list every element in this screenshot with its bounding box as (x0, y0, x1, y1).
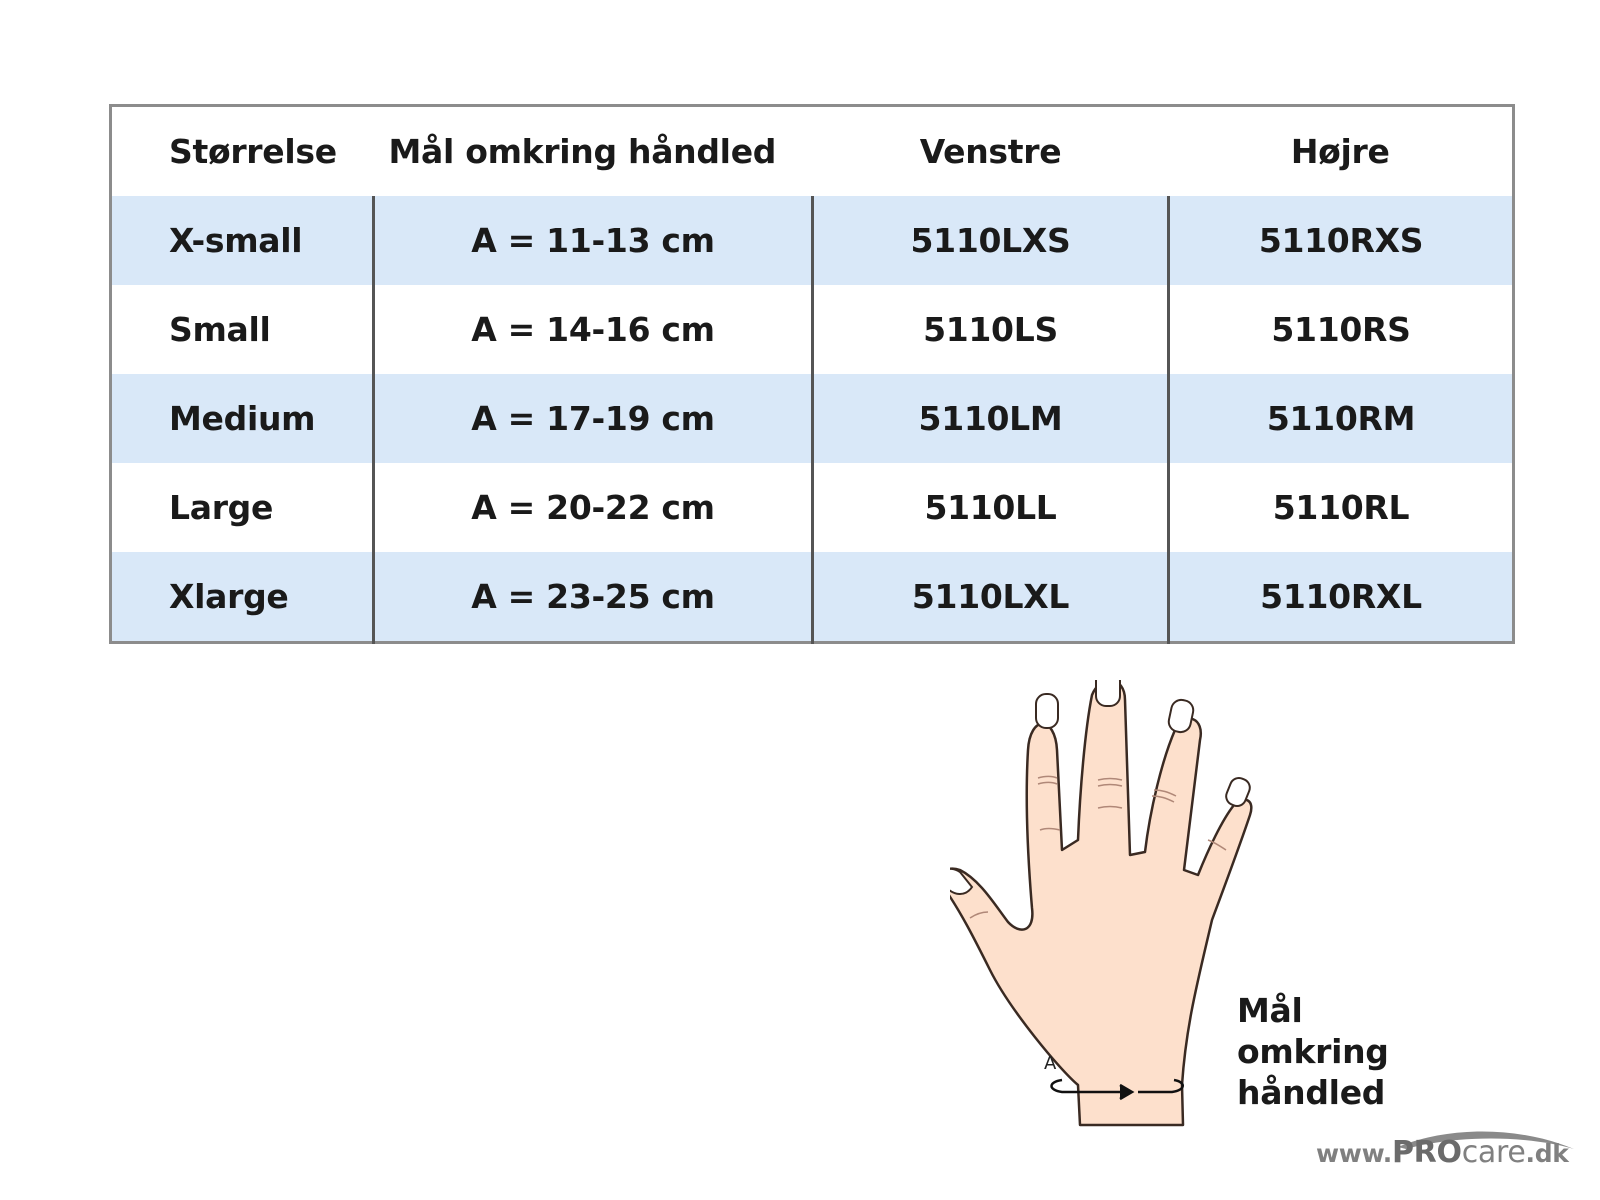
index-nail (1036, 694, 1058, 728)
cell-left: 5110LL (813, 463, 1169, 552)
cell-right: 5110RXS (1169, 196, 1514, 285)
table-row (111, 196, 1514, 285)
table-header-row (111, 106, 1514, 197)
caption-line: Mål (1237, 991, 1303, 1030)
cell-size: Xlarge (111, 552, 374, 643)
table-row (111, 374, 1514, 463)
table-row (111, 285, 1514, 374)
cell-right: 5110RL (1169, 463, 1514, 552)
cell-measure: A = 14-16 cm (374, 285, 813, 374)
cell-measure: A = 23-25 cm (374, 552, 813, 643)
cell-measure: A = 20-22 cm (374, 463, 813, 552)
table-row (111, 552, 1514, 643)
logo-brand-light: care (1461, 1135, 1526, 1170)
cell-left: 5110LXL (813, 552, 1169, 643)
logo-prefix: www. (1316, 1139, 1392, 1168)
cell-right: 5110RXL (1169, 552, 1514, 643)
cell-size: Large (111, 463, 374, 552)
logo-brand-bold: PRO (1392, 1135, 1462, 1170)
caption-line: omkring (1237, 1032, 1389, 1071)
cell-right: 5110RM (1169, 374, 1514, 463)
thumb-nail (950, 869, 972, 894)
table-row (111, 463, 1514, 552)
header-right: Højre (1169, 106, 1514, 197)
cell-measure: A = 11-13 cm (374, 196, 813, 285)
cell-size: Small (111, 285, 374, 374)
size-table (109, 104, 1515, 644)
wrist-caption (1237, 990, 1389, 1113)
cell-right: 5110RS (1169, 285, 1514, 374)
marker-label-a: A (1044, 1053, 1057, 1074)
cell-measure: A = 17-19 cm (374, 374, 813, 463)
hand-outline (950, 681, 1251, 1125)
cell-left: 5110LS (813, 285, 1169, 374)
cell-size: X-small (111, 196, 374, 285)
cell-left: 5110LXS (813, 196, 1169, 285)
cell-left: 5110LM (813, 374, 1169, 463)
middle-nail (1096, 680, 1120, 706)
header-size: Størrelse (111, 106, 374, 197)
caption-line: håndled (1237, 1073, 1386, 1112)
header-left: Venstre (813, 106, 1169, 197)
logo-suffix: .dk (1525, 1139, 1569, 1168)
procare-logo (1316, 1135, 1569, 1170)
header-measure: Mål omkring håndled (374, 106, 813, 197)
cell-size: Medium (111, 374, 374, 463)
